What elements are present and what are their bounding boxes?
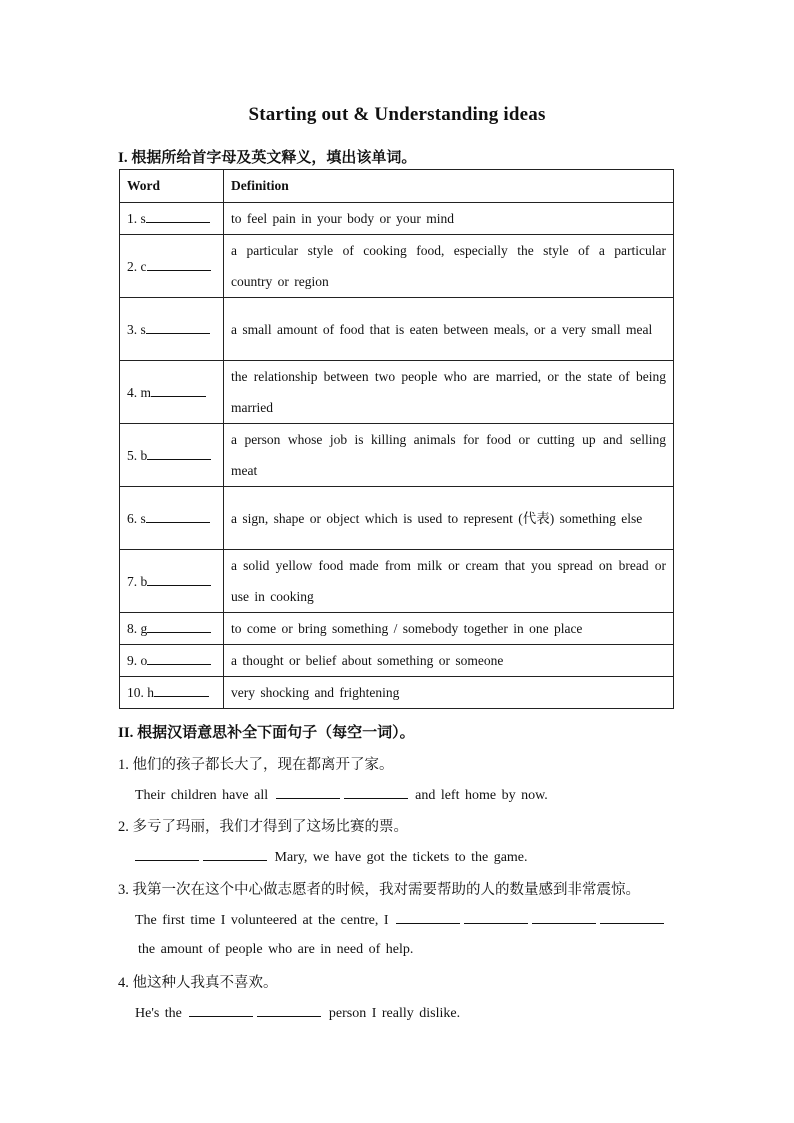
answer-blank[interactable] [276, 786, 340, 799]
definition-cell: very shocking and frightening [224, 677, 674, 709]
answer-blank[interactable] [147, 447, 211, 460]
answer-blank[interactable] [464, 911, 528, 924]
column-header-word: Word [120, 170, 224, 203]
question-3-english: The first time I volunteered at the centre, I [135, 911, 666, 929]
word-prompt: 3. s [127, 321, 146, 337]
vocabulary-table [119, 169, 674, 709]
column-header-definition: Definition [224, 170, 674, 203]
question-3-chinese: 3. 我第一次在这个中心做志愿者的时候，我对需要帮助的人的数量感到非常震惊。 [118, 882, 640, 898]
table-row [120, 361, 674, 424]
definition-cell: a person whose job is killing animals for food or cutting up and selling meat [224, 424, 674, 487]
answer-blank[interactable] [257, 1004, 321, 1017]
question-4-english: He's the person I really dislike. [135, 1006, 461, 1021]
answer-blank[interactable] [396, 911, 460, 924]
answer-blank[interactable] [203, 848, 267, 861]
definition-cell: to come or bring something / somebody together in one place [224, 613, 674, 645]
answer-blank[interactable] [189, 1004, 253, 1017]
table-row [120, 203, 674, 235]
word-prompt: 9. o [127, 653, 148, 668]
word-prompt: 5. b [127, 447, 148, 463]
question-1-english: Their children have all and left home by now. [135, 788, 548, 803]
answer-blank[interactable] [147, 573, 211, 586]
answer-blank[interactable] [147, 258, 211, 271]
answer-blank[interactable] [154, 684, 209, 697]
word-prompt: 10. h [127, 685, 154, 700]
table-row [120, 645, 674, 677]
word-prompt: 6. s [127, 510, 146, 526]
section-1-heading: I. 根据所给首字母及英文释义，填出该单词。 [118, 150, 417, 166]
question-4-chinese: 4. 他这种人我真不喜欢。 [118, 975, 278, 991]
definition-cell: a thought or belief about something or someone [224, 645, 674, 677]
answer-blank[interactable] [146, 210, 210, 223]
answer-blank[interactable] [146, 321, 210, 334]
word-prompt: 1. s [127, 211, 146, 226]
table-row [120, 298, 674, 361]
definition-cell: a sign, shape or object which is used to represent (代表) something else [224, 487, 674, 550]
definition-cell: a particular style of cooking food, especially the style of a particular country or region [224, 235, 674, 298]
question-2-chinese: 2. 多亏了玛丽，我们才得到了这场比赛的票。 [118, 819, 408, 835]
table-header-row [120, 170, 674, 203]
section-2-heading: II. 根据汉语意思补全下面句子（每空一词）。 [118, 725, 415, 741]
word-prompt: 4. m [127, 384, 152, 400]
answer-blank[interactable] [600, 911, 664, 924]
definition-cell: the relationship between two people who are married, or the state of being married [224, 361, 674, 424]
word-prompt: 7. b [127, 573, 148, 589]
answer-blank[interactable] [532, 911, 596, 924]
table-row [120, 235, 674, 298]
definition-cell: a small amount of food that is eaten between meals, or a very small meal [224, 298, 674, 361]
table-row [120, 424, 674, 487]
question-1-chinese: 1. 他们的孩子都长大了，现在都离开了家。 [118, 757, 394, 773]
definition-cell: to feel pain in your body or your mind [224, 203, 674, 235]
table-row [120, 613, 674, 645]
table-row [120, 677, 674, 709]
page-title: Starting out & Understanding ideas [248, 104, 546, 125]
answer-blank[interactable] [147, 652, 211, 665]
answer-blank[interactable] [146, 510, 210, 523]
word-prompt: 8. g [127, 621, 148, 636]
answer-blank[interactable] [135, 848, 199, 861]
definition-cell: a solid yellow food made from milk or cream that you spread on bread or use in cooking [224, 550, 674, 613]
answer-blank[interactable] [151, 384, 206, 397]
table-row [120, 487, 674, 550]
answer-blank[interactable] [344, 786, 408, 799]
question-3-english-continued: the amount of people who are in need of help. [138, 942, 414, 957]
word-prompt: 2. c [127, 258, 147, 274]
question-2-english: Mary, we have got the tickets to the game. [135, 848, 528, 866]
answer-blank[interactable] [147, 620, 211, 633]
table-row [120, 550, 674, 613]
